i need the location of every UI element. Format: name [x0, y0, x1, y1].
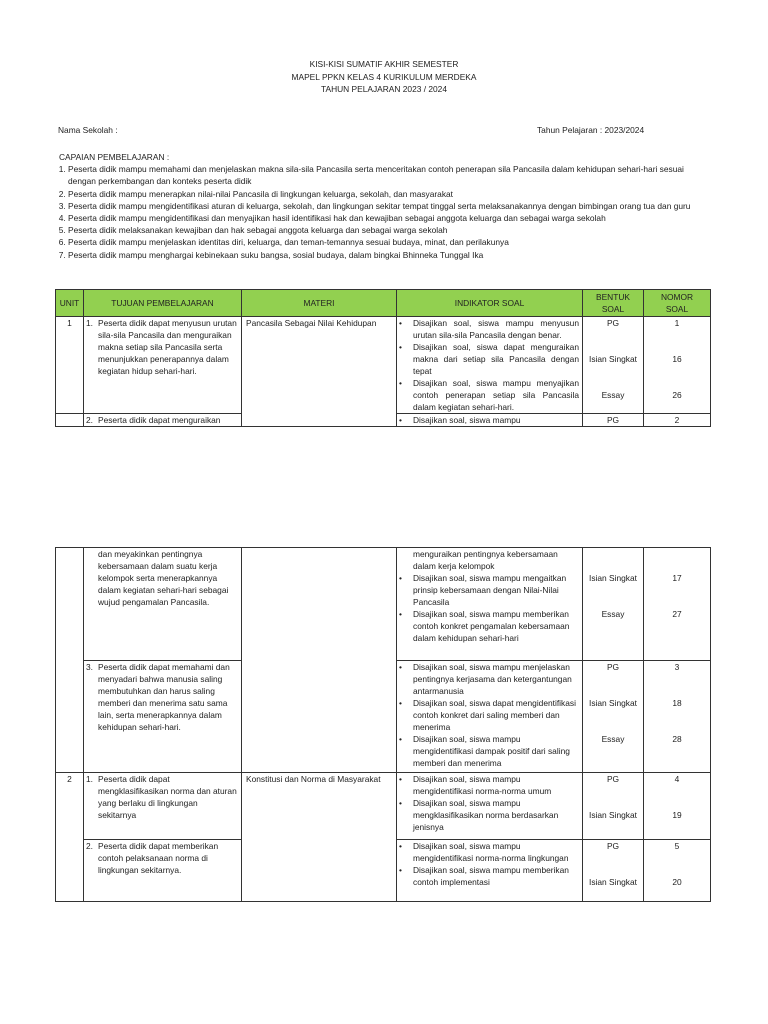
- indikator-item: • Disajikan soal, siswa mampu mengidentifikasi dampak positif dari saling memberi dan menerima: [397, 733, 582, 769]
- table-row: [56, 317, 711, 414]
- unit-cell: 1: [56, 317, 84, 414]
- title-line-2: MAPEL PPKN KELAS 4 KURIKULUM MERDEKA: [291, 71, 477, 82]
- capaian-item: 6. Peserta didik mampu menjelaskan identitas diri, keluarga, dan teman-temannya sesuai budaya, minat, dan perilakunya: [68, 236, 712, 248]
- header-bentuk: BENTUK SOAL: [583, 290, 644, 317]
- capaian-heading: CAPAIAN PEMBELAJARAN :: [59, 152, 170, 162]
- materi-cell: [242, 548, 397, 773]
- bentuk-cell: PG: [583, 414, 644, 427]
- indikator-item: • Disajikan soal, siswa mampu: [397, 414, 582, 426]
- capaian-pembelajaran: [59, 151, 712, 261]
- table-row: [56, 773, 711, 840]
- indikator-item: • Disajikan soal, siswa mampu memberikan contoh konkret pengamalan kebersamaan dalam kehidupan sehari-hari: [397, 608, 582, 644]
- indikator-item: • Disajikan soal, siswa mampu menjelaskan pentingnya kerjasama dan ketergantungan antarmanusia: [397, 661, 582, 697]
- nomor-cell: 4 19: [644, 773, 711, 840]
- indikator-cell: [397, 773, 583, 840]
- indikator-cell: [397, 414, 583, 427]
- tujuan-cell: 3. Peserta didik dapat memahami dan menyadari bahwa manusia saling membutuhkan dan harus saling memberi dan menerima satu sama lain, serta menerapkannya dalam kehidupan sehari-hari.: [84, 661, 242, 773]
- header-unit: UNIT: [56, 290, 84, 317]
- indikator-cell: [397, 317, 583, 414]
- header-nomor: NOMOR SOAL: [644, 290, 711, 317]
- indikator-item: • Disajikan soal, siswa mampu mengaitkan prinsip kebersamaan dengan Nilai-Nilai Pancasila: [397, 572, 582, 608]
- nomor-cell: 1 16 26: [644, 317, 711, 414]
- capaian-item: 7. Peserta didik mampu menghargai kebinekaan suku bangsa, sosial budaya, dalam bingkai Bhinneka Tunggal Ika: [68, 249, 712, 261]
- title-line-3: TAHUN PELAJARAN 2023 / 2024: [321, 84, 447, 94]
- capaian-item: 4. Peserta didik mampu mengidentifikasi dan menyajikan hasil identifikasi hak dan kewajiban sebagai anggota keluarga dan sebagai warga sekolah: [68, 212, 712, 224]
- bentuk-cell: PG Isian Singkat Essay: [583, 317, 644, 414]
- kisi-table-page-2: [55, 547, 711, 902]
- indikator-item: • Disajikan soal, siswa mampu mengklasifikasikan norma berdasarkan jenisnya: [397, 797, 582, 833]
- bentuk-cell: PG Isian Singkat: [583, 773, 644, 840]
- capaian-item: 3. Peserta didik mampu mengidentifikasi aturan di keluarga, sekolah, dan lingkungan sekitar tempat tinggal serta melaksanakannya dengan bimbingan orang tua dan guru: [68, 200, 712, 212]
- tujuan-cell: dan meyakinkan pentingnya kebersamaan dalam suatu kerja kelompok serta menerapkannya dalam kegiatan sehari-hari sebagai wujud pengamalan Pancasila.: [84, 548, 242, 661]
- materi-cell: Pancasila Sebagai Nilai Kehidupan: [242, 317, 397, 427]
- indikator-item: • Disajikan soal, siswa dapat menguraikan makna dari setiap sila Pancasila dengan tepat: [397, 341, 582, 377]
- indikator-continuation: menguraikan pentingnya kebersamaan dalam kerja kelompok: [413, 549, 558, 571]
- bentuk-cell: Isian Singkat Essay: [583, 548, 644, 661]
- tujuan-cell: 2. Peserta didik dapat menguraikan: [84, 414, 242, 427]
- capaian-item: 1. Peserta didik mampu memahami dan menjelaskan makna sila-sila Pancasila serta menceritakan contoh penerapan sila Pancasila dalam kehidupan sehari-hari sesuai dengan perkembangan dan konteks peserta didik: [68, 163, 712, 187]
- capaian-item: 2. Peserta didik mampu menerapkan nilai-nilai Pancasila di lingkungan keluarga, sekolah, dan masyarakat: [68, 188, 712, 200]
- header-materi: MATERI: [242, 290, 397, 317]
- tujuan-cell: 1. Peserta didik dapat mengklasifikasikan norma dan aturan yang berlaku di lingkungan sekitarnya: [84, 773, 242, 840]
- nomor-cell: 3 18 28: [644, 661, 711, 773]
- indikator-item: • Disajikan soal, siswa dapat mengidentifikasi contoh konkret dari saling memberi dan menerima: [397, 697, 582, 733]
- table-header-row: [56, 290, 711, 317]
- unit-cell: 2: [56, 773, 84, 902]
- capaian-item: 5. Peserta didik melaksanakan kewajiban dan hak sebagai anggota keluarga dan sebagai warga sekolah: [68, 224, 712, 236]
- indikator-item: • Disajikan soal, siswa mampu memberikan contoh implementasi: [397, 864, 582, 888]
- materi-cell: Konstitusi dan Norma di Masyarakat: [242, 773, 397, 902]
- indikator-item: • Disajikan soal, siswa mampu mengidentifikasi norma-norma lingkungan: [397, 840, 582, 864]
- tujuan-cell: 1. Peserta didik dapat menyusun urutan sila-sila Pancasila dan menguraikan makna setiap sila Pancasila serta menunjukkan penerapannya dalam kegiatan hidup sehari-hari.: [84, 317, 242, 414]
- bentuk-cell: PG Isian Singkat: [583, 840, 644, 902]
- title-line-1: KISI-KISI SUMATIF AKHIR SEMESTER: [309, 59, 459, 69]
- header-tujuan: TUJUAN PEMBELAJARAN: [84, 290, 242, 317]
- indikator-cell: [397, 661, 583, 773]
- nomor-cell: 2: [644, 414, 711, 427]
- nomor-cell: 5 20: [644, 840, 711, 902]
- nama-sekolah-label: Nama Sekolah :: [58, 125, 118, 135]
- tahun-pelajaran-label: Tahun Pelajaran : 2023/2024: [537, 125, 645, 135]
- document-title: [0, 58, 768, 96]
- indikator-cell: [397, 548, 583, 661]
- indikator-item: • Disajikan soal, siswa mampu menyajikan contoh penerapan setiap sila Pancasila dalam kegiatan sehari-hari.: [397, 377, 582, 413]
- indikator-cell: [397, 840, 583, 902]
- tujuan-cell: 2. Peserta didik dapat memberikan contoh pelaksanaan norma di lingkungan sekitarnya.: [84, 840, 242, 902]
- bentuk-cell: PG Isian Singkat Essay: [583, 661, 644, 773]
- kisi-table-page-1: [55, 289, 711, 427]
- indikator-item: • Disajikan soal, siswa mampu menyusun urutan sila-sila Pancasila dengan benar.: [397, 317, 582, 341]
- indikator-item: • Disajikan soal, siswa mampu mengidentifikasi norma-norma umum: [397, 773, 582, 797]
- nomor-cell: 17 27: [644, 548, 711, 661]
- header-indikator: INDIKATOR SOAL: [397, 290, 583, 317]
- table-row: [56, 548, 711, 661]
